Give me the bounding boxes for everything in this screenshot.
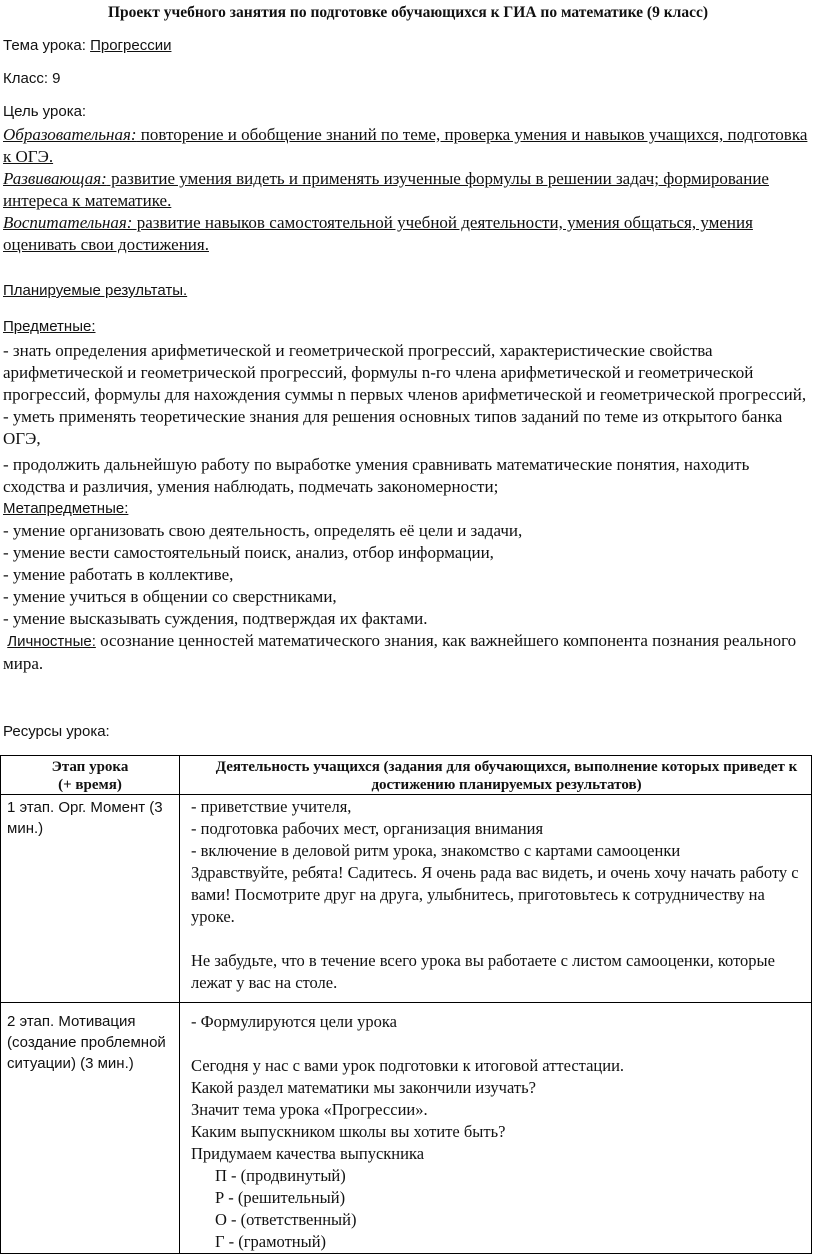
meta-item: - умение организовать свою деятельность, определять её цели и задачи, [3,521,523,540]
activity-line: Придумаем качества выпускника [191,1144,425,1163]
activity-line: - приветствие учителя, [191,797,352,816]
activity-line: Каким выпускником школы вы хотите быть? [191,1122,506,1141]
activity-line: Сегодня у нас с вами урок подготовки к итоговой аттестации. [191,1056,625,1075]
meta-item: - умение работать в коллективе, [3,565,234,584]
results-section [3,340,808,675]
grade-line: Класс: 9 [3,70,61,87]
activity-cell [180,795,812,1003]
subject-item: - уметь применять теоретические знания для решения основных типов заданий по теме из открытого банка ОГЭ, [3,407,783,448]
meta-item: - умение учиться в общении со сверстниками, [3,587,337,606]
activity-line: Здравствуйте, ребята! Садитесь. Я очень рада вас видеть, и очень хочу начать работу с вами! Посмотрите друг на друга, улыбнитесь, приготовьтесь к сотрудничеству на уроке. [191,863,799,926]
goal-label: Цель урока: [3,103,87,120]
activity-line: Какой раздел математики мы закончили изучать? [191,1078,536,1097]
goal-developing: Развивающая: развитие умения видеть и применять изученные формулы в решении задач; формирование интереса к математике. [3,169,769,210]
results-heading: Планируемые результаты. [3,282,188,299]
meta-item: - умение вести самостоятельный поиск, анализ, отбор информации, [3,543,494,562]
meta-results-label: Метапредметные: [3,500,129,517]
table-row [1,1003,812,1254]
personal-results-label: Личностные: [7,633,96,650]
topic-value: Прогрессии [90,37,172,54]
table-header-stage: Этап урока (+ время) [1,756,180,795]
activity-line: Не забудьте, что в течение всего урока вы работаете с листом самооценки, которые лежат у вас на столе. [191,951,775,992]
quality-item: П - (продвинутый) [215,1166,346,1185]
stage-cell: 2 этап. Мотивация (создание проблемной ситуации) (3 мин.) [1,1003,180,1254]
resources-label: Ресурсы урока: [3,723,110,740]
quality-item: Р - (решительный) [215,1188,346,1207]
activity-spacer [191,1033,807,1055]
table-header-activity: Деятельность учащихся (задания для обучающихся, выполнение которых приведет к достижению планируемых результатов) [180,756,812,795]
table-header-row [1,756,812,795]
activity-spacer [191,928,807,950]
subject-item: - продолжить дальнейшую работу по выработке умения сравнивать математические понятия, находить сходства и различия, умения наблюдать, подмечать закономерности; [3,455,750,496]
activity-line: Значит тема урока «Прогрессии». [191,1100,428,1119]
stage-cell: 1 этап. Орг. Момент (3 мин.) [1,795,180,1003]
goal-upbringing: Воспитательная: развитие навыков самостоятельной учебной деятельности, умения общаться, умения оценивать свои достижения. [3,213,753,254]
activity-line: - Формулируются цели урока [191,1012,397,1031]
quality-item: О - (ответственный) [215,1210,357,1229]
activity-cell [180,1003,812,1254]
subject-item: - знать определения арифметической и геометрической прогрессий, характеристические свойства арифметической и геометрической прогрессий, формулы n-го члена арифметической и геометрической прогрессий, формулы для нахождения суммы n первых членов арифметической и геометрической прогрессий, [3,341,807,404]
activity-line: - подготовка рабочих мест, организация внимания [191,819,544,838]
meta-item: - умение высказывать суждения, подтверждая их фактами. [3,609,428,628]
table-row [1,795,812,1003]
quality-item: Г - (грамотный) [215,1232,327,1251]
personal-results: Личностные: осознание ценностей математического знания, как важнейшего компонента познания реального мира. [3,631,797,673]
lesson-table [0,755,812,1254]
goal-educational: Образовательная: повторение и обобщение знаний по теме, проверка умения и навыков учащихся, подготовка к ОГЭ. [3,125,808,166]
subject-results-label: Предметные: [3,318,96,335]
topic-line [3,37,171,54]
goal-section [3,124,808,256]
document-title: Проект учебного занятия по подготовке обучающихся к ГИА по математике (9 класс) [107,4,708,21]
activity-line: - включение в деловой ритм урока, знакомство с картами самооценки [191,841,681,860]
topic-label: Тема урока: [3,37,91,54]
